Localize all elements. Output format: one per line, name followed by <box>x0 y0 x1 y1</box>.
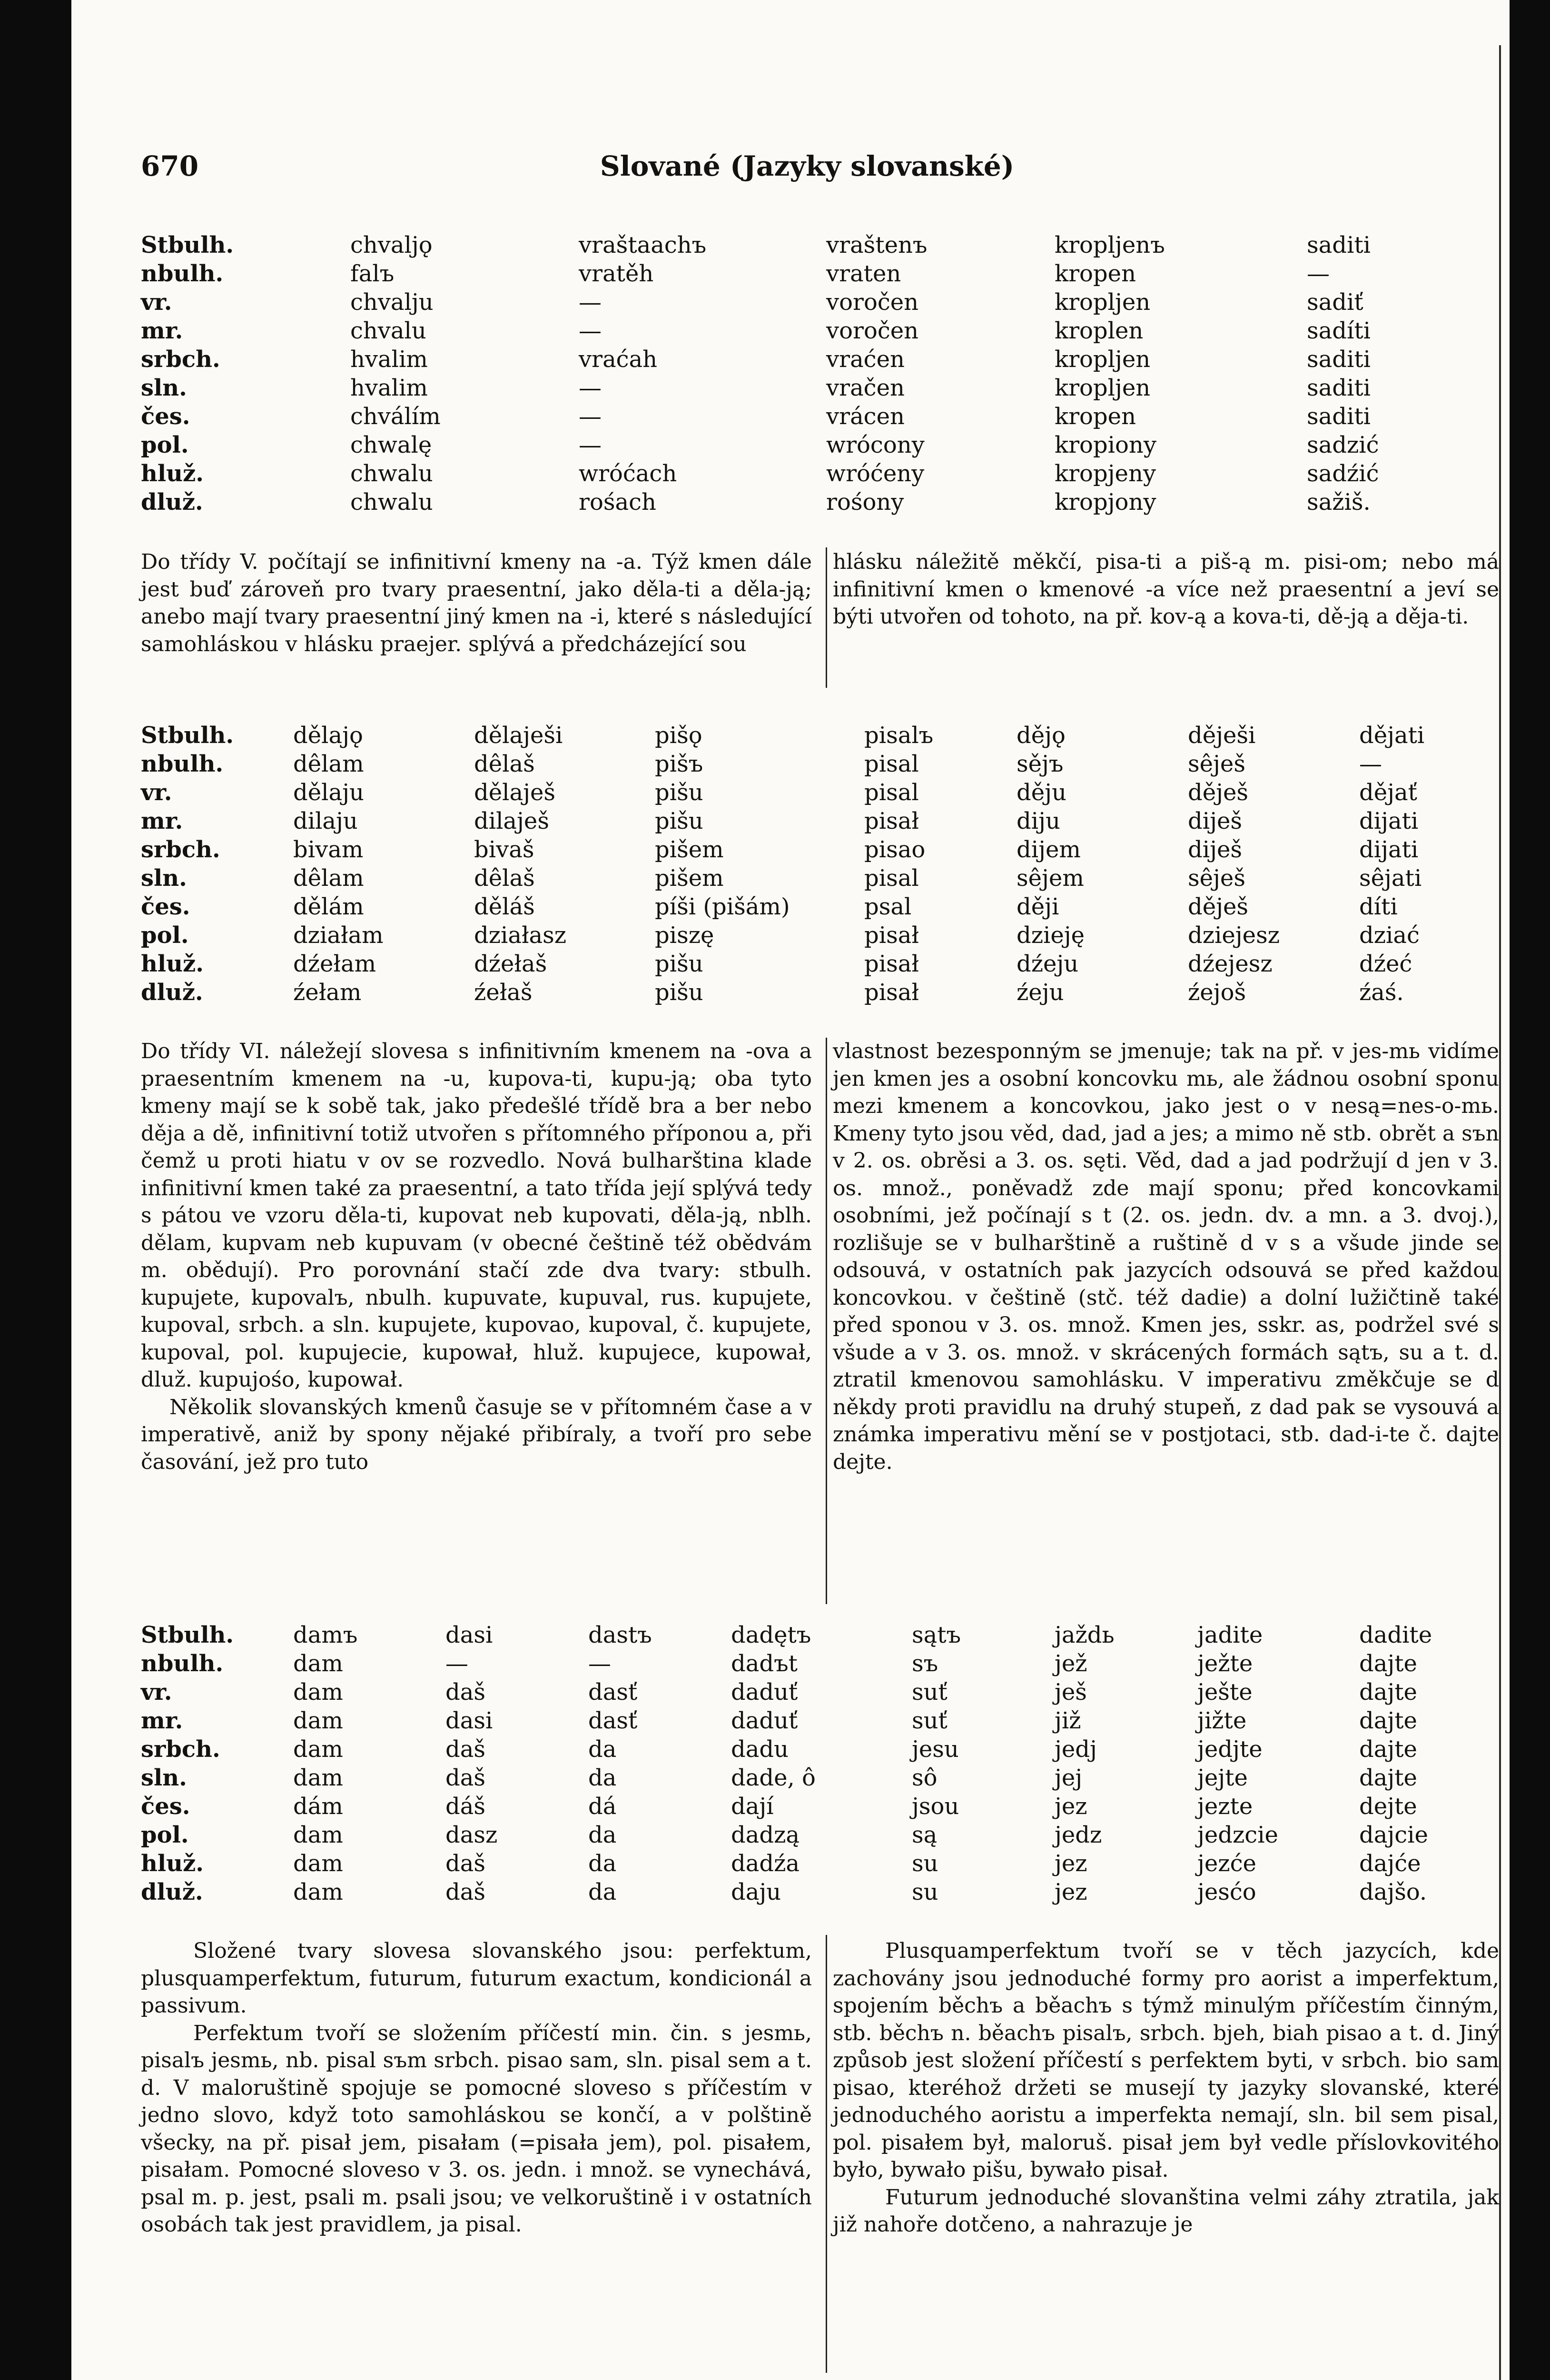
table-cell: pišъ <box>655 751 703 777</box>
table-cell: sažiš. <box>1307 489 1371 516</box>
table-cell: da <box>588 1822 617 1848</box>
page-border-line <box>1499 45 1501 2380</box>
table-cell: píši (pišám) <box>655 893 790 920</box>
table-cell: daduť <box>731 1707 798 1734</box>
table-cell: dam <box>293 1736 343 1763</box>
table-cell: dêlaš <box>474 751 535 777</box>
table-row <box>141 1765 1497 1791</box>
table-cell: da <box>588 1879 617 1905</box>
table-cell: działam <box>293 922 384 949</box>
table-cell: dají <box>731 1793 774 1820</box>
paragraph-text: Perfektum tvoří se složením příčestí min. čin. s jesmь, pisalъ jesmь, nb. pisal sъm srbch. pisao sam, sln. pisal sem a t. d. V maloruštině spojuje se pomocné sloveso s příčestím v jedno slovo, když toto samohláskou se končí, a v polštině všecky, na př. pisał jem, pisałam (=pisała jem), pol. pisałem, pisałam. Pomocné sloveso v 3. os. jedn. i množ. se vynechává, psal m. p. jest, psali m. psali jsou; ve velkoruštině i v ostatních osobách tak jest pravidlem, ja pisal. <box>141 2021 812 2237</box>
table-cell: rośach <box>579 489 656 516</box>
table-row <box>141 489 1473 516</box>
table-row <box>141 232 1473 258</box>
table-cell: dasi <box>445 1622 493 1648</box>
table-cell: sъ <box>912 1650 938 1677</box>
language-label: srbch. <box>141 1736 220 1763</box>
table-cell: jej <box>1055 1765 1083 1791</box>
table-cell: dajšo. <box>1359 1879 1427 1905</box>
table-row <box>141 403 1473 430</box>
table-cell: daš <box>445 1736 485 1763</box>
table-cell: dijem <box>1017 836 1081 863</box>
table-cell: dajcie <box>1359 1822 1428 1848</box>
table-row <box>141 722 1497 749</box>
table-cell: jez <box>1055 1879 1087 1905</box>
table-cell: dadźa <box>731 1850 800 1877</box>
conjugation-table-3 <box>141 1622 1497 1917</box>
table-cell: dade, ô <box>731 1765 816 1791</box>
table-cell: dám <box>293 1793 343 1820</box>
language-label: Stbulh. <box>141 232 234 258</box>
language-label: vr. <box>141 1679 172 1706</box>
table-cell: děješi <box>1188 722 1256 749</box>
table-cell: saditi <box>1307 232 1371 258</box>
table-cell: chwalu <box>350 489 433 516</box>
table-cell: saditi <box>1307 375 1371 401</box>
table-cell: daju <box>731 1879 781 1905</box>
table-cell: dajte <box>1359 1679 1417 1706</box>
table-cell: vraten <box>826 260 901 287</box>
table-row <box>141 1822 1497 1848</box>
table-cell: pišu <box>655 779 703 806</box>
table-cell: děješ <box>1188 893 1249 920</box>
table-cell: suť <box>912 1707 948 1734</box>
table-cell: ješ <box>1055 1679 1087 1706</box>
table-cell: dělajǫ <box>293 722 363 749</box>
table-cell: pisao <box>864 836 926 863</box>
table-cell: pisał <box>864 951 919 977</box>
table-cell: díti <box>1359 893 1398 920</box>
table-cell: daš <box>445 1765 485 1791</box>
table-cell: jejte <box>1197 1765 1248 1791</box>
table-cell: dáš <box>445 1793 485 1820</box>
table-cell: pisał <box>864 808 919 834</box>
table-cell: dijati <box>1359 836 1419 863</box>
table-cell: dźełaš <box>474 951 547 977</box>
table-cell: vraćen <box>826 346 905 373</box>
table-row <box>141 1736 1497 1763</box>
table-cell: piszę <box>655 922 714 949</box>
table-cell: již <box>1055 1707 1081 1734</box>
column-divider <box>826 547 827 688</box>
table-cell: kropen <box>1055 260 1136 287</box>
table-cell: dadu <box>731 1736 789 1763</box>
table-cell: jsou <box>912 1793 959 1820</box>
language-label: čes. <box>141 403 190 430</box>
table-cell: sějъ <box>1017 751 1064 777</box>
table-cell: su <box>912 1850 938 1877</box>
table-cell: dêlam <box>293 751 364 777</box>
table-cell: dajte <box>1359 1765 1417 1791</box>
table-cell: vraćah <box>579 346 658 373</box>
table-cell: dadite <box>1359 1622 1432 1648</box>
table-cell: — <box>1359 751 1382 777</box>
table-cell: falъ <box>350 260 395 287</box>
table-cell: sêjem <box>1017 865 1084 892</box>
scan-right-edge <box>1510 0 1550 2380</box>
language-label: Stbulh. <box>141 1622 234 1648</box>
table-row <box>141 1650 1497 1677</box>
paragraph-class-v-right <box>833 548 1499 631</box>
table-cell: dajte <box>1359 1707 1417 1734</box>
table-cell: sadzić <box>1307 432 1379 458</box>
table-cell: pisal <box>864 865 919 892</box>
table-cell: dzieję <box>1017 922 1085 949</box>
table-row <box>141 779 1497 806</box>
paragraph-text: hlásku náležitě měkčí, pisa-ti a piš-ą m. pisi-om; nebo má infinitivní kmen o kmenové -a více než praesentní a jeví se býti utvořen od tohoto, na př. kov-ą a kova-ti, dě-ją a děja-ti. <box>833 550 1499 629</box>
table-cell: diješ <box>1188 836 1242 863</box>
table-cell: voročen <box>826 317 919 344</box>
table-cell: jez <box>1055 1793 1087 1820</box>
table-cell: dam <box>293 1707 343 1734</box>
table-cell: dam <box>293 1850 343 1877</box>
table-row <box>141 432 1473 458</box>
table-cell: pišem <box>655 865 724 892</box>
language-label: sln. <box>141 375 187 401</box>
table-cell: jez <box>1055 1850 1087 1877</box>
language-label: Stbulh. <box>141 722 234 749</box>
table-cell: dijati <box>1359 808 1419 834</box>
table-cell: są <box>912 1822 938 1848</box>
table-cell: pišu <box>655 979 703 1006</box>
table-cell: dělaješ <box>474 779 556 806</box>
paragraph-compound-right <box>833 1937 1499 2239</box>
table-cell: chválím <box>350 403 441 430</box>
table-cell: voročen <box>826 289 919 316</box>
table-cell: ději <box>1017 893 1059 920</box>
table-row <box>141 808 1497 834</box>
table-cell: dadъt <box>731 1650 798 1677</box>
table-cell: dějati <box>1359 722 1425 749</box>
language-label: dluž. <box>141 979 203 1006</box>
page-header <box>141 150 1473 202</box>
paragraph-compound-left <box>141 1937 812 2239</box>
table-cell: dziać <box>1359 922 1420 949</box>
table-cell: źeju <box>1017 979 1064 1006</box>
table-row <box>141 289 1473 316</box>
table-row <box>141 979 1497 1006</box>
language-label: sln. <box>141 865 187 892</box>
table-cell: dasi <box>445 1707 493 1734</box>
table-cell: — <box>445 1650 468 1677</box>
table-cell: dajte <box>1359 1650 1417 1677</box>
table-cell: vrácen <box>826 403 905 430</box>
table-cell: dělaju <box>293 779 364 806</box>
table-cell: chwalę <box>350 432 432 458</box>
table-row <box>141 317 1473 344</box>
table-row <box>141 1879 1497 1905</box>
table-cell: ješte <box>1197 1679 1253 1706</box>
table-cell: kroplen <box>1055 317 1144 344</box>
table-cell: dźeju <box>1017 951 1079 977</box>
table-cell: su <box>912 1879 938 1905</box>
table-cell: jezće <box>1197 1850 1256 1877</box>
table-cell: dajće <box>1359 1850 1421 1877</box>
paragraph-text: Futurum jednoduché slovanština velmi záhy ztratila, jak již nahoře dotčeno, a nahrazuje je <box>833 2185 1499 2237</box>
table-cell: daduť <box>731 1679 798 1706</box>
table-cell: rośony <box>826 489 904 516</box>
table-cell: pišu <box>655 951 703 977</box>
paragraph-text: vlastnost bezesponným se jmenuje; tak na př. v jes-mь vidíme jen kmen jes a osobní koncovku mь, ale žádnou osobní sponu mezi kmenem a koncovkou, jako jest o v nesą=nes-o-mь. Kmeny tyto jsou věd, dad, jad a jes; a mimo ně stb. obrět a sъn v 2. os. obrěsi a 3. os. sęti. Věd, dad a jad podržují d jen v 3. os. množ., poněvadž zde mají sponu; před koncovkami osobními, jež počínají s t (2. os. jedn. dv. a mn. a 3. dvoj.), rozlišuje se v bulharštině a ruštině d v s a všude jinde se odsouvá, v ostatních pak jazycích odsouvá se před každou koncovkou. v češtině (stč. též dadie) a dolní lužičtině také před sponou v 3. os. množ. Kmen jes, sskr. as, podržel své s všude a v 3. os. množ. v skrácených formách sątъ, su a t. d. ztratil kmenovou samohlásku. V imperativu změkčuje se d někdy proti pravidlu na druhý stupeň, z dad pak se vysouvá a známka imperativu mění se v postjotaci, stb. dad-i-te č. dajte dejte. <box>833 1039 1499 1474</box>
table-cell: wróćach <box>579 460 677 487</box>
table-cell: diju <box>1017 808 1060 834</box>
paragraph-class-vi-left <box>141 1038 812 1476</box>
language-label: hluž. <box>141 1850 204 1877</box>
table-cell: dastъ <box>588 1622 652 1648</box>
table-cell: jesu <box>912 1736 959 1763</box>
table-cell: sątъ <box>912 1622 961 1648</box>
table-cell: dělám <box>293 893 364 920</box>
table-cell: dêlam <box>293 865 364 892</box>
table-row <box>141 865 1497 892</box>
table-cell: daš <box>445 1850 485 1877</box>
table-cell: dejte <box>1359 1793 1417 1820</box>
table-cell: dźeć <box>1359 951 1412 977</box>
table-cell: — <box>579 403 602 430</box>
table-cell: pišem <box>655 836 724 863</box>
table-cell: jedz <box>1055 1822 1102 1848</box>
table-cell: jež <box>1055 1650 1087 1677</box>
table-cell: dělaješi <box>474 722 563 749</box>
table-row <box>141 922 1497 949</box>
table-cell: kropjeny <box>1055 460 1156 487</box>
table-row <box>141 346 1473 373</box>
table-cell: sô <box>912 1765 938 1791</box>
table-cell: kropljenъ <box>1055 232 1165 258</box>
table-cell: pišu <box>655 808 703 834</box>
language-label: pol. <box>141 922 189 949</box>
table-cell: dějať <box>1359 779 1417 806</box>
paragraph-text: Do třídy VI. náležejí slovesa s infinitivním kmenem na -ova a praesentním kmenem na -u, kupova-ti, kupu-ją; oba tyto kmeny mají se k sobě tak, jako předešlé třídě bra a ber nebo děja a dě, infinitivní totiž utvořen s přítomného příponou a, při čemž u proti hiatu v ov se rozvedlo. Nová bulharština klade infinitivní kmen také za praesentní, a tato třída její splývá tedy s pátou ve vzoru děla-ti, kupovat neb kupovati, děla-ją, nblh. dělam, kupvam neb kupuvam (v obecné češtině též obědvám m. obědují). Pro porovnání stačí zde dva tvary: stbulh. kupujete, kupovalъ, nbulh. kupuvate, kupuval, rus. kupujete, kupoval, srbch. a sln. kupujete, kupovao, kupoval, č. kupujete, kupoval, pol. kupujecie, kupował, hluž. kupujece, kupował, dluž. kupujośo, kupował. <box>141 1039 812 1392</box>
table-cell: děješ <box>1188 779 1249 806</box>
language-label: čes. <box>141 893 190 920</box>
table-cell: jedzcie <box>1197 1822 1278 1848</box>
paragraph-text: Plusquamperfektum tvoří se v těch jazycích, kde zachovány jsou jednoduché formy pro aorist a imperfektum, spojením běchъ a běachъ s týmž minulým příčestím činným, stb. běchъ n. běachъ pisalъ, srbch. bjeh, biah pisao a t. d. Jiný způsob jest složení příčestí s perfektem byti, v srbch. bio sam pisao, kteréhož držeti se musejí ty jazyky slovanské, které jednoduchého aoristu a imperfekta nemají, sln. bil sem pisal, pol. pisałem był, maloruš. pisał jem był vedle příslovkovitého było, bywało pišu, bywało pisał. <box>833 1939 1499 2182</box>
table-cell: chwalu <box>350 460 433 487</box>
table-cell: sadźić <box>1307 460 1379 487</box>
table-cell: pisał <box>864 979 919 1006</box>
table-cell: děláš <box>474 893 535 920</box>
language-label: mr. <box>141 808 183 834</box>
table-cell: sêjati <box>1359 865 1422 892</box>
table-cell: — <box>579 317 602 344</box>
table-cell: dějǫ <box>1017 722 1066 749</box>
language-label: sln. <box>141 1765 187 1791</box>
table-cell: hvalim <box>350 375 428 401</box>
table-cell: chvalu <box>350 317 426 344</box>
table-row <box>141 951 1497 977</box>
table-cell: dajte <box>1359 1736 1417 1763</box>
language-label: dluž. <box>141 489 203 516</box>
table-cell: źełaš <box>474 979 533 1006</box>
page-title: Slované (Jazyky slovanské) <box>600 150 1015 182</box>
table-cell: dá <box>588 1793 617 1820</box>
table-cell: dasť <box>588 1679 638 1706</box>
table-cell: dilaješ <box>474 808 549 834</box>
language-label: čes. <box>141 1793 190 1820</box>
table-row <box>141 1622 1497 1648</box>
table-cell: jezte <box>1197 1793 1253 1820</box>
scan-left-edge <box>0 0 71 2380</box>
table-row <box>141 1850 1497 1877</box>
table-cell: dasť <box>588 1707 638 1734</box>
language-label: vr. <box>141 779 172 806</box>
language-label: hluž. <box>141 460 204 487</box>
table-cell: pišǫ <box>655 722 702 749</box>
table-cell: dam <box>293 1679 343 1706</box>
page-number: 670 <box>141 150 199 182</box>
table-cell: dam <box>293 1650 343 1677</box>
table-row <box>141 1793 1497 1820</box>
table-cell: diješ <box>1188 808 1242 834</box>
table-cell: — <box>579 432 602 458</box>
table-cell: dilaju <box>293 808 358 834</box>
language-label: mr. <box>141 317 183 344</box>
table-cell: kropljen <box>1055 375 1151 401</box>
paragraph-text: Do třídy V. počítají se infinitivní kmeny na -a. Týž kmen dále jest buď zároveň pro tvary praesentní, jako děla-ti a děla-ją; anebo mají tvary praesentní jiný kmen na -i, které s následující samohláskou v hlásku praejer. splývá a předcházející sou <box>141 550 812 656</box>
table-cell: daš <box>445 1879 485 1905</box>
conjugation-table-2 <box>141 722 1497 1017</box>
table-cell: pisalъ <box>864 722 934 749</box>
table-cell: da <box>588 1850 617 1877</box>
table-row <box>141 1679 1497 1706</box>
table-cell: jaždь <box>1055 1622 1115 1648</box>
table-cell: da <box>588 1765 617 1791</box>
table-cell: bivam <box>293 836 364 863</box>
table-cell: sadíti <box>1307 317 1371 344</box>
table-cell: dêlaš <box>474 865 535 892</box>
column-divider <box>826 1038 827 1604</box>
table-cell: dam <box>293 1765 343 1791</box>
table-cell: kropjony <box>1055 489 1156 516</box>
table-cell: vraštaachъ <box>579 232 707 258</box>
table-cell: dźejesz <box>1188 951 1273 977</box>
language-label: dluž. <box>141 1879 203 1905</box>
table-cell: jedjte <box>1197 1736 1263 1763</box>
table-cell: działasz <box>474 922 567 949</box>
table-cell: kropen <box>1055 403 1136 430</box>
language-label: hluž. <box>141 951 204 977</box>
table-cell: dam <box>293 1879 343 1905</box>
table-cell: sêješ <box>1188 865 1245 892</box>
language-label: nbulh. <box>141 260 224 287</box>
paragraph-text: Několik slovanských kmenů časuje se v přítomném čase a v imperativě, aniž by spony nějaké přibíraly, a tvoří pro sebe časování, jež pro tuto <box>141 1395 812 1474</box>
table-cell: źejoš <box>1188 979 1246 1006</box>
table-cell: — <box>1307 260 1330 287</box>
table-cell: sadiť <box>1307 289 1363 316</box>
language-label: nbulh. <box>141 1650 224 1677</box>
table-cell: hvalim <box>350 346 428 373</box>
table-cell: da <box>588 1736 617 1763</box>
conjugation-table-1 <box>141 232 1473 527</box>
table-cell: dźełam <box>293 951 376 977</box>
paragraph-class-vi-right <box>833 1038 1499 1476</box>
table-cell: pisal <box>864 751 919 777</box>
table-cell: chvaljǫ <box>350 232 433 258</box>
table-cell: jedj <box>1055 1736 1097 1763</box>
table-cell: vratěh <box>579 260 654 287</box>
table-cell: dasz <box>445 1822 498 1848</box>
table-cell: dam <box>293 1822 343 1848</box>
language-label: srbch. <box>141 836 220 863</box>
language-label: mr. <box>141 1707 183 1734</box>
table-cell: — <box>579 289 602 316</box>
language-label: vr. <box>141 289 172 316</box>
language-label: nbulh. <box>141 751 224 777</box>
table-cell: děju <box>1017 779 1066 806</box>
table-row <box>141 751 1497 777</box>
table-cell: dadzą <box>731 1822 800 1848</box>
table-cell: vračen <box>826 375 905 401</box>
table-cell: — <box>588 1650 611 1677</box>
table-cell: pisał <box>864 922 919 949</box>
table-cell: — <box>579 375 602 401</box>
table-cell: ježte <box>1197 1650 1253 1677</box>
table-cell: wróćeny <box>826 460 925 487</box>
table-cell: wrócony <box>826 432 925 458</box>
table-cell: vraštenъ <box>826 232 928 258</box>
table-row <box>141 375 1473 401</box>
table-cell: kropiony <box>1055 432 1156 458</box>
paragraph-class-v-left <box>141 548 812 658</box>
column-divider <box>826 1935 827 2373</box>
language-label: pol. <box>141 1822 189 1848</box>
table-row <box>141 1707 1497 1734</box>
table-cell: daš <box>445 1679 485 1706</box>
table-cell: źaś. <box>1359 979 1404 1006</box>
table-cell: suť <box>912 1679 948 1706</box>
table-cell: psal <box>864 893 912 920</box>
table-cell: saditi <box>1307 403 1371 430</box>
table-cell: jadite <box>1197 1622 1263 1648</box>
table-row <box>141 260 1473 287</box>
table-cell: jižte <box>1197 1707 1247 1734</box>
table-cell: pisal <box>864 779 919 806</box>
table-cell: źełam <box>293 979 362 1006</box>
language-label: pol. <box>141 432 189 458</box>
table-cell: kropljen <box>1055 346 1151 373</box>
table-cell: damъ <box>293 1622 358 1648</box>
table-row <box>141 893 1497 920</box>
table-cell: dadętъ <box>731 1622 811 1648</box>
table-cell: dziejesz <box>1188 922 1280 949</box>
table-row <box>141 836 1497 863</box>
table-cell: jesćo <box>1197 1879 1256 1905</box>
language-label: srbch. <box>141 346 220 373</box>
table-cell: kropljen <box>1055 289 1151 316</box>
table-cell: saditi <box>1307 346 1371 373</box>
table-cell: bivaš <box>474 836 534 863</box>
table-cell: chvalju <box>350 289 434 316</box>
paragraph-text: Složené tvary slovesa slovanského jsou: perfektum, plusquamperfektum, futurum, futurum exactum, kondicionál a passivum. <box>141 1939 812 2018</box>
table-cell: sêješ <box>1188 751 1245 777</box>
table-row <box>141 460 1473 487</box>
